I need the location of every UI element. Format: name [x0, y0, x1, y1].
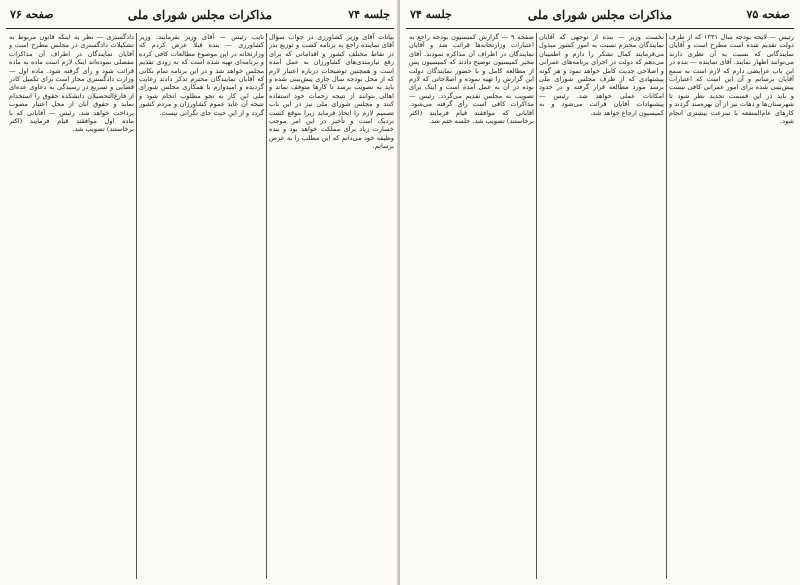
left-column-1: [269, 33, 394, 579]
left-column-1-text: بیانات آقای وزیر کشاورزی در جواب سؤال آقای نماینده راجع به برنامه کشت و توزیع بذر در نقاط مختلف کشور و اقداماتی که برای رفع نیازمندی‌های کشاورزان به عمل آمده است و همچنین توضیحات درباره اعتبار لازم که از محل بودجه سال جاری پیش‌بینی شده و باید به تصویب برسد تا کارها متوقف نماند و اهالی بتوانند از نتیجه زحمات خود استفاده کنند و مجلس شورای ملی نیز در این باب تصمیم لازم را اتخاذ فرماید زیرا موقع کشت نزدیک است و تأخیر در این امر موجب خسارت زیاد برای مملکت خواهد بود و بنده وظیفه خود می‌دانم که این مطلب را به عرض برسانم.: [269, 33, 394, 151]
left-page-header: [6, 6, 394, 28]
left-column-divider-1: [266, 33, 267, 579]
right-header-rule: [406, 28, 794, 29]
right-column-divider-1: [666, 33, 667, 579]
left-column-3: [9, 33, 134, 579]
right-column-2-text: نخست وزیر — بنده از توجهی که آقایان نمایندگان محترم نسبت به امور کشور مبذول می‌فرمایند کمال تشکر را دارم و اطمینان می‌دهم که دولت در اجرای برنامه‌های عمرانی و اصلاحی جدیت کامل خواهد نمود و هر گونه پیشنهادی که از طرف مجلس شورای ملی برسد مورد مطالعه قرار گرفته و در حدود امکانات عملی خواهد شد. رئیس — پیشنهادات آقایان قرائت می‌شود و به کمیسیون ارجاع خواهد شد.: [539, 33, 664, 117]
left-page-title: مذاکرات مجلس شورای ملی: [127, 8, 273, 22]
left-columns: [6, 33, 394, 579]
left-column-2: [139, 33, 264, 579]
left-column-2-text: نایب رئیس — آقای وزیر بفرمایند. وزیر کشاورزی — بنده قبلاً عرض کردم که وزارتخانه در این موضوع مطالعات کافی کرده و برنامه‌ای تهیه شده است که به زودی تقدیم مجلس خواهد شد و در این برنامه تمام نکاتی که آقایان نمایندگان محترم تذکر دادند رعایت گردیده و امیدوارم با همکاری مجلس شورای ملی این کار به نحو مطلوب انجام شود و نتیجه آن عاید عموم کشاورزان و مردم کشور گردد و از این حیث جای نگرانی نیست.: [139, 33, 264, 117]
left-session-label: جلسه ۷۴: [348, 8, 390, 21]
right-column-divider-2: [536, 33, 537, 579]
right-columns: [406, 33, 794, 579]
left-header-rule: [6, 28, 394, 29]
right-page-number: صفحه ۷۵: [746, 8, 790, 21]
right-column-3-text: صفحه ۹ — گزارش کمیسیون بودجه راجع به اعتبارات وزارتخانه‌ها قرائت شد و آقایان نمایندگان در اطراف آن مذاکره نمودند. آقای مخبر کمیسیون توضیح دادند که کمیسیون پس از مطالعه کامل و با حضور نمایندگان دولت این گزارش را تهیه نموده و اصلاحاتی که لازم بوده در آن به عمل آمده است و اینک برای تصویب به مجلس تقدیم می‌گردد. رئیس — مذاکرات کافی است رأی گرفته می‌شود. آقایانی که موافقند قیام فرمایند (اکثر برخاستند) تصویب شد. جلسه ختم شد.: [409, 33, 534, 126]
right-column-1-text: رئیس — لایحه بودجه سال ۱۳۳۱ که از طرف دولت تقدیم شده است مطرح است و آقایان نمایندگانی که نسبت به آن نظری دارند می‌توانند اظهار نمایند. آقای نماینده — بنده در این باب عرایضی دارم که لازم است به سمع آقایان برسانم و آن این است که اعتبارات پیش‌بینی شده برای امور عمرانی کافی نیست و باید در این قسمت تجدید نظر شود تا شهرستان‌ها و دهات نیز از آن بهره‌مند گردند و کارهای عام‌المنفعه با سرعت بیشتری انجام شود.: [669, 33, 794, 126]
right-session-label: جلسه ۷۴: [410, 8, 452, 21]
right-column-3: [409, 33, 534, 579]
right-column-2: [539, 33, 664, 579]
left-column-divider-2: [136, 33, 137, 579]
right-page-header: [406, 6, 794, 28]
right-page: [400, 0, 800, 585]
left-page-number: صفحه ۷۶: [10, 8, 54, 21]
right-column-1: [669, 33, 794, 579]
right-page-title: مذاکرات مجلس شورای ملی: [527, 8, 673, 22]
left-column-3-text: دادگستری — نظر به اینکه قانون مربوط به تشکیلات دادگستری در مجلس مطرح است و آقایان نمایندگان در اطراف آن مذاکرات مفصلی نموده‌اند اینک لازم است ماده به ماده قرائت شود و رأی گرفته شود. ماده اول — وزارت دادگستری مجاز است برای تکمیل کادر قضایی و تسریع در رسیدگی به دعاوی عده‌ای از فارغ‌التحصیلان دانشکده حقوق را استخدام نماید و حقوق آنان از محل اعتبار مصوب پرداخت خواهد شد. رئیس — آقایانی که با ماده اول موافقند قیام فرمایند (اکثر برخاستند) تصویب شد.: [9, 33, 134, 134]
